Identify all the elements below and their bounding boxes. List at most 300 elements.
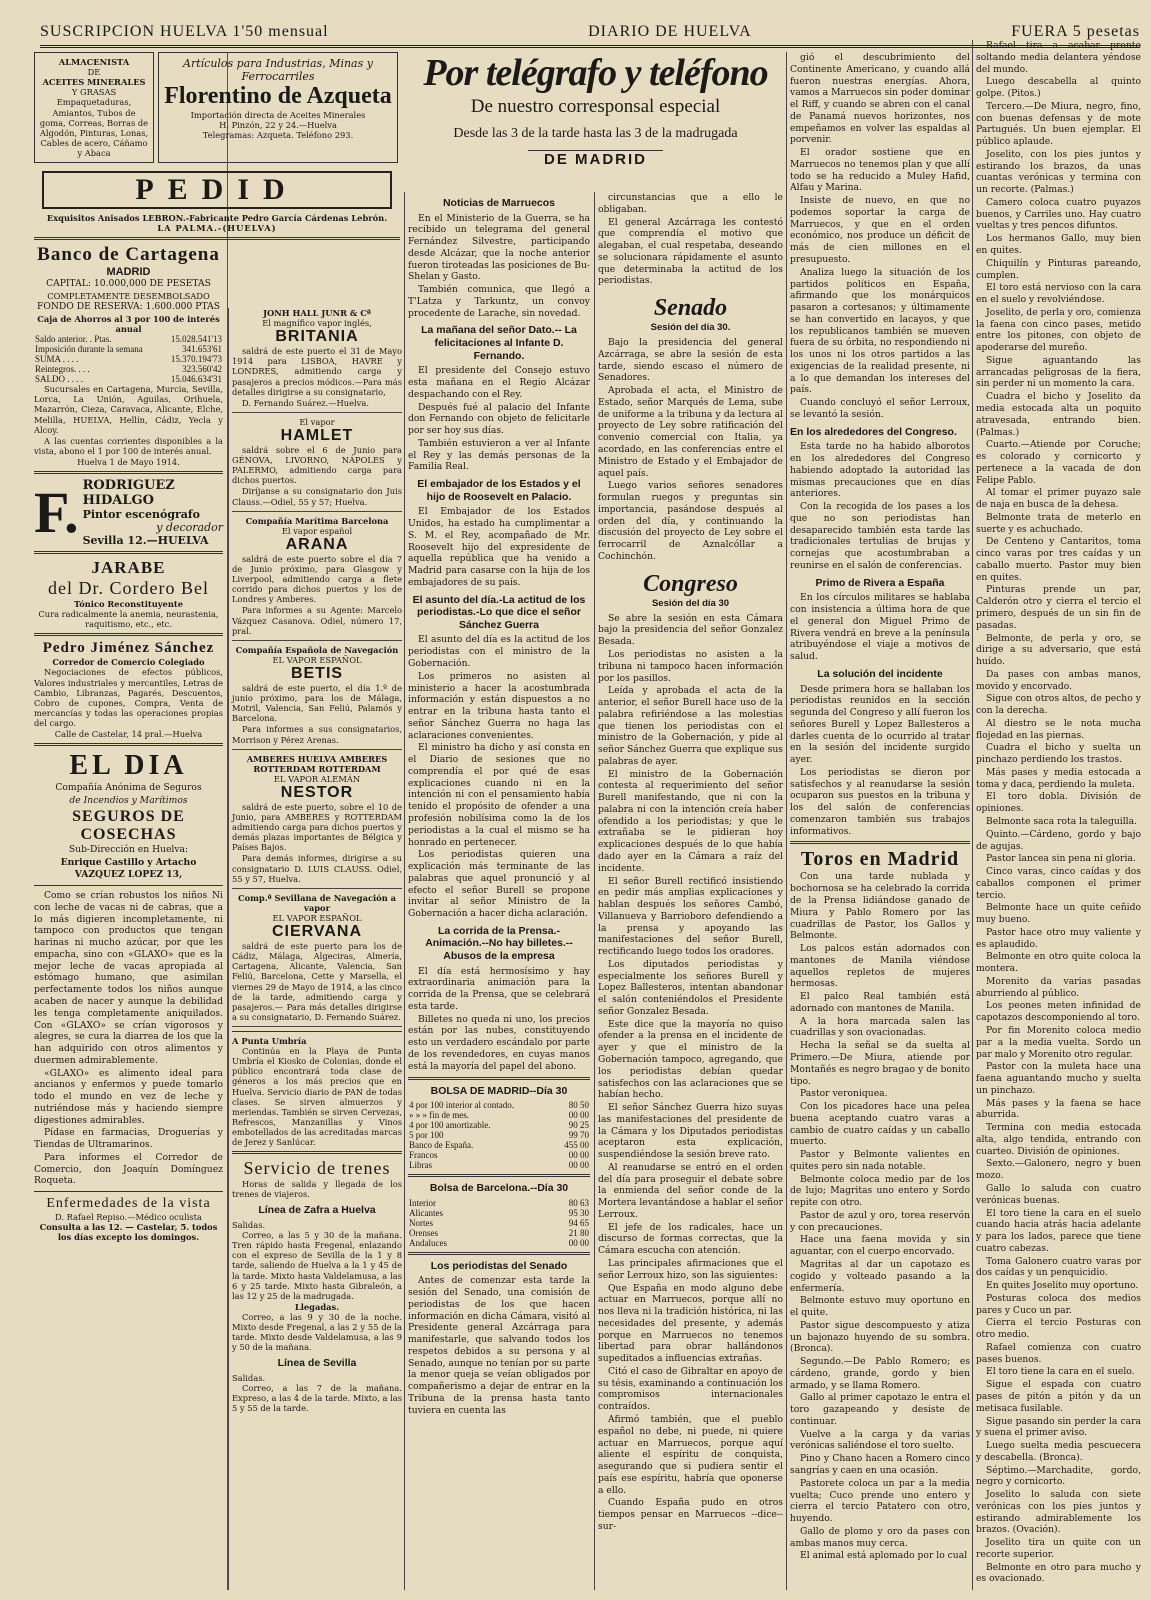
paragraph: Analiza luego la situación de los partidos políticos en España, afirmando que los monárquicos pasaron a cortesanos; y últimamente se han convertido en lacayos, y que los republicanos también se mueven fuera de su órbita, no respondiendo ni los unos ni los otros partidos a las exigencias de la realidad presente, ni a lo que demandan los intereses del país. [790, 266, 970, 396]
paragraph: Belmonte trata de meterlo en suerte y es achuchado. [976, 511, 1141, 535]
banco-cartagena-ad [34, 244, 223, 467]
banco-cuentas: A las cuentas corrientes disponibles a la vista, abono el 1 por 100 de interés anual. [34, 435, 223, 456]
row-value: 90 25 [568, 1120, 589, 1131]
subscription-price: SUSCRIPCION HUELVA 1'50 mensual [40, 22, 329, 40]
el-dia-sub-1: Compañía Anónima de Seguros [55, 782, 202, 794]
col6-paragraphs [976, 40, 1141, 1585]
train-salidas-text: Correo, a las 5 y 30 de la mañana. Tren rápido hasta Fregenal, enlazando con el expreso de Sevilla de la 1 y 8 tarde, saliendo de Huelva a la 1 y 45 de la tarde. Mixto hasta Valdelamusa, a las 6 y 25 tarde. Mixto hasta Gibraleón, a las 12 y 25 de la madrugada. [232, 1230, 402, 1301]
paragraph: Cuando España pudo en otros tiempos pensar en Marruecos --dice--sur- [598, 1497, 783, 1532]
paragraph: Cuadra el bicho y Joselito da media estocada alta un poquito atravesada, entrando bien. (Palmas.) [976, 391, 1141, 438]
paragraph: Se abre la sesión en esta Cámara bajo la presidencia del señor Gonzalez Besada. [598, 612, 783, 648]
paragraph: En los círculos militares se hablaba con insistencia a última hora de que el general don Miguel Primo de Rivera vendrá en breve a la península atribuyéndose el viaje a motivos de salud. [790, 592, 970, 663]
table-row [34, 364, 223, 374]
row-label: Andaluces [409, 1237, 447, 1248]
paragraph: Al tomar el primer puyazo sale de naja en busca de la dehesa. [976, 487, 1141, 511]
paragraph: Citó el caso de Gibraltar en apoyo de su tésis, examinando a continuación los compromisos internacionales contraídos. [598, 1365, 783, 1413]
paragraph: Cuadra el bicho y suelta un pinchazo perdiendo los trastos. [976, 742, 1141, 766]
florentino-import: Importación directa de Aceites Minerales [190, 110, 366, 120]
jarabe-name: del Dr. Cordero Bel [48, 578, 209, 599]
main-city: DE MADRID [528, 150, 663, 168]
paragraph: Sigue pasando sin perder la cara y suena el primer aviso. [976, 1415, 1141, 1439]
trenes-section [232, 1158, 402, 1413]
table-row [34, 334, 223, 344]
row-value: 95 30 [568, 1207, 589, 1218]
el-dia-ad [34, 750, 223, 881]
ship-intro: El vapor [299, 416, 335, 427]
train-llegadas-text: Correo, a las 9 y 30 de la noche. Mixto desde Fregenal, a las 2 y 55 de la tarde. Mixto desde Valdelamusa, a las 9 y 50 de la mañana. [232, 1312, 402, 1353]
table-row [34, 344, 223, 354]
paragraph: Camero coloca cuatro puyazos buenos, y Carriles uno. Hay cuatro vueltas y tres pencos difuntos. [976, 196, 1141, 232]
row-label: SALDO . . . . [35, 374, 84, 385]
paragraph: Al diestro se le nota mucha flojedad en las piernas. [976, 717, 1141, 741]
masthead [40, 18, 1140, 48]
paragraph: El ministro de la Gobernación contesta al requerimiento del señor Burell manifestando, que ni con la palabra ni con la intención creía haber ofendido a los periodistas; y que le extrañaba se le pidieran hoy explicaciones después de lo que había dado ayer en la Cámara a raíz del incidente. [598, 768, 783, 874]
banco-desembolsado: COMPLETAMENTE DESEMBOLSADO [47, 291, 210, 302]
row-value: 15.046.634'31 [170, 374, 222, 385]
vista-title: Enfermedades de la vista [46, 1196, 211, 1212]
column-3-articles [408, 197, 590, 1073]
paragraph: A la hora marcada salen las cuadrillas y son ovacionadas. [790, 1015, 970, 1039]
paragraph: Luego descabella al quinto golpe. (Pitos.) [976, 76, 1141, 100]
banco-fondo: FONDO DE RESERVA: 1.600.000 PTAS [36, 301, 221, 313]
row-label: SUMA . . . . [35, 354, 79, 365]
ship-agent: Comp.ª Sevillana de Navegación a vapor [238, 892, 396, 913]
article-heading: La corrida de la Prensa.-Animación.--No hay billetes.-- Abusos de la empresa [425, 924, 573, 963]
ship-name: CIERVANA [271, 923, 363, 941]
table-row [408, 1130, 590, 1140]
paragraph: Belmonte en otro para mucho y es ovacionado. [976, 1561, 1141, 1585]
column-6 [976, 40, 1141, 1590]
paragraph: Quinto.—Cárdeno, gordo y bajo de agujas. [976, 828, 1141, 852]
paragraph: Vuelve a la carga y da varias verónicas saliéndose el toro suelto. [790, 1428, 970, 1452]
newspaper-title: DIARIO DE HUELVA [588, 22, 752, 40]
paragraph: Las principales afirmaciones que el señor Lerroux hizo, son las siguientes: [598, 1258, 783, 1281]
vista-text: Consulta a las 12. — Castelar, 5. todos los días excepto los domingos. [39, 1222, 218, 1243]
table-row [408, 1100, 590, 1110]
paragraph: El toro tiene la cara en el suelo cuando hacia atrás hacia adelante y para los lados, parece que tiene cuatro cabezas. [976, 1207, 1141, 1254]
paragraph: Esta tarde no ha habido alborotos en los alrededores del Congreso habiendo adoptado la autoridad las mismas precauciones que en días anteriores. [790, 441, 970, 500]
paragraph: Los palcos están adornados con mantones de Manila viéndose aquellos repletos de mujeres hermosas. [790, 943, 970, 990]
table-row [408, 1160, 590, 1170]
paragraph: Pino y Chano hacen a Romero cinco sangrías y caen en una ocasión. [790, 1453, 970, 1476]
ship-agent: AMBERES HUELVA AMBERES ROTTERDAM ROTTERDAM [246, 753, 388, 774]
vista-ad [34, 1196, 223, 1242]
pedro-sub: Corredor de Comercio Colegiado [52, 657, 205, 668]
ship-sign: Para demás informes, dirigirse a su consignatario D. LUIS CLAUSS. Odiel, 55 y 57, Huelva. [232, 853, 402, 884]
ship-ad [232, 754, 402, 889]
pedid-banner: PEDID [42, 171, 392, 209]
ship-ad [232, 893, 402, 1027]
el-dia-sub-2: de Incendios y Marítimos [69, 795, 188, 807]
almacenista-de: DE [87, 67, 101, 78]
glaxo-paragraph: Como se crían robustos los niños Ni con leche de vacas ni de cabras, que a lo más digieren incompletamente, ni tampoco con productos que tengan harinas ni mucho azúcar, por que les empacha, sino con «GLAXO» que es la mejor leche de vacas apropiada al estómago humano, que asimilan perfectamente todos los niños aunque acaben de nacer y aunque la debilidad les tenga completamente aniquilados. Con «GLAXO» se crían vigorosos y alegres, se cura la diarrea de los que la han adquirido con otros alimentos y duermen admirablemente. [34, 890, 223, 1066]
train-line-name: Línea de Sevilla [277, 1357, 357, 1370]
paragraph: Que España en modo alguno debe actuar en Marruecos, porque allí no nos lleva ni la tradición histórica, ni las necesidades del presente, y además porque en Marruecos no tenemos libertad para obrar hallándonos supeditados a influencias extrañas. [598, 1282, 783, 1365]
main-header [408, 52, 783, 174]
row-value: 341.653'61 [182, 344, 222, 355]
paragraph: El señor Sánchez Guerra hizo suyas las manifestaciones del presidente de la Cámara y los Diputados periodistas aceptaron esta explicación, suspendiéndose la sesión breve rato. [598, 1102, 783, 1161]
table-row [408, 1228, 590, 1238]
paragraph: Pastor hace otro muy valiente y es aplaudido. [976, 926, 1141, 950]
paragraph: Sigue el espada con cuatro pases de pitón a pitón y da un metisaca fusilable. [976, 1379, 1141, 1414]
ship-sign: Para informes a su Agente: Marcelo Vázquez Casanova. Odiel, número 17, pral. [232, 605, 402, 636]
row-label: Alicantes [409, 1207, 443, 1218]
row-label: 4 por 100 amortizable. [409, 1120, 491, 1131]
florentino-ad [158, 52, 398, 163]
paragraph: Sexto.—Galonero, negro y buen mozo. [976, 1158, 1141, 1182]
column-4 [598, 192, 783, 1590]
trenes-intro: Horas de salida y llegada de los trenes de viajeros. [232, 1179, 402, 1200]
paragraph: El orador sostiene que en Marruecos no tenemos plan y que allí todo se ha reducido a Muley Hafid, Alfau y Marina. [790, 147, 970, 194]
col4-intro: El general Azcárraga les contestó que comprendía el motivo que alegaban, el cual respetaba, deseando se solucionara rápidamente el asunto que determinaba la actitud de los periodistas. [598, 216, 783, 287]
almacenista-lines: Y GRASAS Empaquetaduras, Amiantos, Tubos de goma, Correas, Borras de Algodón, Pinturas, Lonas, Cables de acero, Cáñamo y Abaca [39, 87, 149, 158]
paragraph: Belmonte, de perla y oro, se dirige a su adversario, que está huído. [976, 632, 1141, 668]
col4-intro: circunstancias que a ello le obligaban. [598, 192, 783, 215]
el-dia-direccion: Sub-Dirección en Huelva: [68, 843, 189, 855]
row-value: 323.560'42 [182, 364, 222, 375]
florentino-top: Artículos para Industrias, Minas y Ferrocarriles [183, 57, 373, 83]
paragraph: El señor Burell rectificó insistiendo en pedir más amplias explicaciones y hablan después los señores Cambó, Villanueva y Barrioboro defendiendo a la prensa y apoyando las manifestaciones del señor Burell, rectificando luego todos los oradores. [598, 875, 783, 958]
row-label: Libras [409, 1160, 432, 1171]
article-heading: El embajador de los Estados y el hijo de Roosevelt en Palacio. [417, 478, 581, 503]
ship-sign: Diríjanse a su consignatario don Juis Clauss.—Odiel, 55 y 57; Huelva. [232, 486, 402, 507]
paragraph: Más pases y media estocada a toma y daca, perdiendo la muleta. [976, 766, 1141, 790]
paragraph: El animal está aplomado por lo cual [800, 1550, 968, 1562]
jarabe-sub: Tónico Reconstituyente [74, 599, 183, 610]
ship-sign: D. Fernando Suárez.—Huelva. [242, 397, 369, 408]
paragraph: Con una tarde nublada y bochornosa se ha celebrado la corrida de la Prensa lidiándose ganado de Miura y Pablo Romero por las cuadrillas de Pastor, los Gallos y Belmonte. [790, 871, 970, 942]
paragraph: Billetes no queda ni uno, los precios están por las nubes, constituyendo esto un verdadero escándalo por parte de los revendedores, en cuyas manos está la mayoría del papel del abono. [408, 1013, 590, 1072]
row-label: Imposición durante la semana [35, 344, 143, 355]
florentino-address: H. Pinzón, 22 y 24.—Huelva [219, 120, 337, 131]
paragraph: Chiquilín y Pinturas pareando, cumplen. [976, 257, 1141, 281]
row-label: Francos [409, 1150, 438, 1161]
main-sub-1: De nuestro corresponsal especial [470, 96, 721, 117]
el-dia-nombre: Enrique Castillo y Artacho [60, 856, 197, 868]
banco-city: MADRID [106, 266, 151, 279]
paragraph: Segundo.—De Pablo Romero; es cárdeno, grande, gordo y bien armado, y se llama Romero. [790, 1356, 970, 1391]
train-llegadas: Llegadas. [294, 1301, 340, 1312]
paragraph: Séptimo.—Marchadite, gordo, negro y cornicorto. [976, 1464, 1141, 1488]
paragraph: En quites Joselito muy oportuno. [986, 1280, 1139, 1292]
paragraph: Pinturas prende un par, Calderón otro y cierra el tercio el primero, después de un sin fin de pasadas. [976, 584, 1141, 631]
main-sub-2: Desde las 3 de la tarde hasta las 3 de la madrugada [453, 126, 738, 141]
paragraph: Toma Galonero cuatro varas por dos caídas y un penquicidio. [976, 1255, 1141, 1279]
pedro-name: Pedro Jiménez Sánchez [42, 640, 215, 657]
ship-intro: EL VAPOR ESPAÑOL [272, 654, 362, 665]
paragraph: Los primeros no asisten al ministerio a hacer la acostumbrada información y están dispuestos a no entrar en la tribuna hasta tanto el señor Sánchez Guerra no haga las aclaraciones convenientes. [408, 670, 590, 741]
paragraph: Luego suelta media pescuecera y descabella. (Bronca). [976, 1440, 1141, 1463]
paragraph: Más pases y la faena se hace aburrida. [976, 1097, 1141, 1121]
article-heading: Noticias de Marruecos [442, 197, 556, 209]
paragraph: Hace una faena movida y sin aguantar, con el cuerpo encorvado. [790, 1234, 970, 1258]
ship-text: saldrá de este puerto, el día 1.º de junio próximo, para los de Málaga, Motril, Valencia, San Feliú, Palamós y Barcelona. [232, 682, 402, 724]
row-label: Orenses [409, 1227, 438, 1238]
paragraph: Gallo de plomo y oro da pases con ambas manos muy cerca. [790, 1525, 970, 1549]
table-row [408, 1238, 590, 1248]
paragraph: Cierra el tercio Posturas con otro medio. [976, 1317, 1141, 1341]
paragraph: Los periodistas no asisten a la tribuna ni tampoco hacen información por los pasillos. [598, 648, 783, 684]
column-5 [790, 52, 970, 1590]
ship-name: BRITANIA [275, 328, 359, 346]
glaxo-paragraph: Pídase en farmacias, Droguerías y Tiendas de Ultramarinos. [34, 1127, 223, 1151]
row-value: 15.028.541'13 [170, 334, 222, 345]
row-value: 21 80 [568, 1227, 589, 1238]
congreso-title: Congreso [643, 570, 738, 597]
banco-capital: CAPITAL: 10.000,000 DE PESETAS [46, 278, 211, 290]
senado-title: Senado [653, 295, 728, 322]
paragraph: Cinco varas, cinco caídas y dos caballos componen el primer tercio. [976, 866, 1141, 901]
banco-name: Banco de Cartagena [37, 244, 220, 266]
bolsa-madrid-title: BOLSA DE MADRID--Día 30 [430, 1084, 568, 1097]
senado-paragraphs [598, 337, 783, 563]
paragraph: Belmonte estuvo muy oportuno en el quite. [790, 1295, 970, 1319]
ship-intro: EL VAPOR ALEMÁN [273, 773, 361, 784]
almacenista-ad [34, 52, 154, 163]
ship-name: NESTOR [280, 783, 354, 801]
paragraph: Luego varios señores senadores formulan ruegos y preguntas sin importancia, pasándose después al orden del día, y continuando la discusión del proyecto de Ley sobre el ferrocarril de Aznalcóllar a Cochinchón. [598, 480, 783, 562]
paragraph: El palco Real también está adornado con mantones de Manila. [790, 991, 970, 1014]
row-value: 80 50 [568, 1100, 589, 1111]
pedro-text: Negociaciones de efectos públicos, Valores industriales y mercantiles, Letras de Cambio, Libranzas, Pagarés, Descuentos, Cobro de cupones, Compra, Venta de mercancías y todas las operaciones propias del cargo. [34, 667, 223, 729]
main-headline: Por telégrafo y teléfono [423, 52, 768, 94]
rodriguez-name: RODRIGUEZ HIDALGO [82, 478, 175, 509]
paragraph: Pastor de azul y oro, torea reservón y con precauciones. [790, 1209, 970, 1233]
paragraph: El toro está nervioso con la cara en el suelo y revolviéndose. [976, 282, 1141, 306]
top-ad-row [34, 52, 400, 167]
solucion-heading: La solución del incidente [817, 667, 943, 680]
paragraph: Con la recogida de los pases a los que no son periodistas han desaparecido también esta tarde las tradicionales tertulias de brujas y cornejas que acostumbraban a reunirse en el salón de conferencias. [790, 501, 970, 571]
table-row [34, 354, 223, 364]
row-value: 94 65 [568, 1217, 589, 1228]
paragraph: El Embajador de los Estados Unidos, ha estado ha cumplimentar a S. M. el Rey, acompañado de Mr. Roosevelt hijo del expresidente de aquella república que ha venido a Madrid para casarse con la hija de los embajadores de su país. [408, 506, 590, 588]
ship-intro: EL VAPOR ESPAÑOL [272, 913, 362, 924]
ship-ad [232, 516, 402, 641]
row-label: 4 por 100 interior al contado. [409, 1100, 514, 1111]
trenes-title: Servicio de trenes [243, 1158, 391, 1179]
paragraph: Los periodistas quieren una explicación más terminante de las palabras que aquel pronunció y al efecto el señor Burell se propone invitar al señor Ministro de la Gobernación a hacer dicha aclaración. [408, 849, 590, 920]
florentino-name: Florentino de Azqueta [164, 83, 392, 109]
paragraph: Termina con media estocada alta, algo tendida, entrando con cuarteo. División de opiniones. [976, 1122, 1141, 1157]
paragraph: Joselito lo saluda con siete verónicas con los pies juntos y estirando admirablemente los brazos. (Ovación). [976, 1489, 1141, 1536]
periodistas-senado-heading: Los periodistas del Senado [430, 1259, 568, 1272]
rodriguez-initial: F. [34, 479, 79, 545]
paragraph: Gallo lo saluda con cuatro verónicas buenas. [976, 1182, 1141, 1206]
column-2 [232, 308, 402, 1590]
ship-agent: JONH HALL JUNR & Cª [263, 308, 371, 318]
paragraph: Insiste de nuevo, en que no podemos soportar la carga de Marruecos, y que en el orden económico, nos produce un déficit de más de cien millones en el presupuesto. [790, 195, 970, 266]
bolsa-madrid-table [408, 1100, 590, 1170]
paragraph: Bajo la presidencia del general Azcárraga, se abre la sesión de esta tarde, siendo escaso el número de Senadores. [598, 337, 783, 384]
paragraph: Pastor sigue descompuesto y atiza un bajonazo huyendo de su sombra. (Bronca). [790, 1319, 970, 1355]
paragraph: Pastor con la muleta hace una faena aguantando mucho y suelta un pinchazo. [976, 1061, 1141, 1096]
bolsa-barcelona-title: Bolsa de Barcelona.--Día 30 [429, 1182, 569, 1195]
row-value: 80 63 [568, 1197, 589, 1208]
el-dia-seguros: SEGUROS DE COSECHAS [72, 807, 185, 843]
ship-ad [232, 417, 402, 512]
train-salidas: Salidas. [232, 1220, 266, 1231]
table-row [408, 1120, 590, 1130]
almacenista-title: ALMACENISTA [58, 57, 130, 67]
punta-umbria-ad [232, 1036, 402, 1147]
paragraph: En el Ministerio de la Guerra, se ha recibido un telegrama del general Fernández Silvestre, participando desde Alcázar, que la noche anterior fueron tiroteadas las posiciones de Bu-Shelan y Gasto. [408, 212, 590, 283]
ship-intro: El magnífico vapor inglés, [262, 318, 372, 329]
paragraph: Gallo al primer capotazo le entra el toro gazapeando y desiste de continuar. [790, 1392, 970, 1427]
jarabe-text: Cura radicalmente la anemia, neurastenia, raquitismo, etc., etc. [38, 609, 219, 630]
paragraph: Con los picadores hace una pelea buena aceptando cuatro varas a cambio de cuatro caídas y un caballo muerto. [790, 1101, 970, 1148]
table-row [408, 1150, 590, 1160]
toros-title: Toros en Madrid [800, 848, 960, 871]
table-row [408, 1218, 590, 1228]
ship-text: saldrá sobre el 6 de Junio para GÉNOVA, LIVORNO, NÁPOLES y PALERMO, admitiendo carga para dichos puertos. [232, 444, 402, 486]
glaxo-paragraph: «GLAXO» es alimento ideal para ancianos y enfermos y puede tomarlo todo el mundo en vez de leche y nutriéndose más y haciendo siempre digestiones admirables. [34, 1067, 223, 1126]
pedid-ad [34, 171, 400, 233]
paragraph: Cuarto.—Atiende por Coruche; es colorado y cornicorto y pertenece a la vacada de don Felipe Pablo. [976, 439, 1141, 486]
paragraph: Belmonte coloca medio par de los de lujo; Magritas uno entero y Sordo repite con otro. [790, 1173, 970, 1209]
col5-paragraphs-4 [790, 684, 970, 838]
row-label: Banco de España. [409, 1140, 474, 1151]
row-value: 00 00 [568, 1237, 589, 1248]
rodriguez-address: Sevilla 12.—HUELVA [82, 534, 209, 548]
row-label: Interior [409, 1197, 436, 1208]
paragraph: El toro dobla. División de opiniones. [976, 791, 1141, 815]
row-label: Saldo anterior. . Ptas. [35, 334, 112, 345]
article-heading: La mañana del señor Dato.-- La felicitaciones al Infante D. Fernando. [421, 324, 577, 362]
ship-text: saldrá de este puerto sobre el día 7 de Junio próximo, para Glasgow y Liverpool, admitiendo carga a flete corrido para dichos puertos y los de Londres y Amberes. [232, 553, 402, 605]
train-line-name: Línea de Zafra a Huelva [258, 1204, 376, 1217]
primo-rivera-heading: Primo de Rivera a España [815, 576, 945, 589]
table-row [408, 1110, 590, 1120]
glaxo-ad [34, 890, 223, 1187]
paragraph: Joselito tira un quite con un recorte superior. [976, 1537, 1141, 1560]
outside-price: FUERA 5 pesetas [1011, 22, 1140, 40]
row-label: Nortes [409, 1217, 433, 1228]
paragraph: Pastor veroniquea. [800, 1088, 888, 1100]
row-value: 99 70 [568, 1130, 589, 1141]
paragraph: Da pases con ambas manos, movido y encorvado. [976, 668, 1141, 692]
ship-ad [232, 308, 402, 413]
shipping-ads [232, 308, 402, 1027]
paragraph: Por fin Morenito coloca medio par a la media vuelta. Sordo un par malo y Morenito otro regular. [976, 1025, 1141, 1060]
paragraph: Al reanudarse se entró en el orden del día para proseguir el debate sobre la enmienda del señor conde de la Mortera levantándose a hablar el señor Lerroux. [598, 1161, 783, 1220]
banco-sucursales: Sucursales en Cartagena, Murcia, Sevilla, Lorca, La Unión, Aguilas, Orihuela, Mazarrón, Cieza, Caravaca, Alicante, Elche, Melilla, HUELVA, Hellín, Cádiz, Yecla y Alcoy. [34, 384, 223, 435]
row-value: 00 00 [568, 1160, 589, 1171]
jarabe-ad [34, 558, 223, 629]
paragraph: Este dice que la mayoría no quiso ofender a la prensa en el incidente de ayer y que el ministro de la Gobernación tampoco, agregando, que los periodistas debían quedar satisfechos con las aclaraciones que se habían hecho. [598, 1018, 783, 1101]
paragraph: Belmonte en otro quite coloca la montera. [976, 951, 1141, 975]
paragraph: El ministro ha dicho y así consta en el Diario de sesiones que no comprendía el por qué de esas explicaciones cuando ni en la intención ni con el pensamiento había tenido el propósito de ofender a una profesión nobilísima como la de los periodistas a la cual el mismo se ha honrado en pertenecer. [408, 742, 590, 848]
paragraph: El toro tiene la cara en el suelo. [986, 1366, 1135, 1378]
ship-text: saldrá de este puerto el 31 de Mayo 1914 para LISBOA, HAVRE y LONDRES, admitiendo carga y pasajeros a precios módicos.—Para más detalles dirigirse a su consignatario, [232, 346, 402, 397]
paragraph: Los periodistas se dieron por satisfechos y al reanudarse la sesión ocuparon sus puestos en la tribuna y los del salón de conferencias comenzaron también sus trabajos informativos. [790, 766, 970, 837]
ship-text: saldrá de este puerto, sobre el 10 de Junio, para AMBERES y ROTTERDAM admitiendo carga para dichos puertos y demás plazas importantes de Bélgica y Países Bajos. [232, 801, 402, 853]
el-dia-name: EL DIA [69, 750, 188, 782]
paragraph: Cuando concluyó el señor Lerroux, se levantó la sesión. [790, 397, 970, 420]
jarabe-title: JARABE [91, 558, 166, 578]
paragraph: Pastor y Belmonte valientes en quites pero sin nada notable. [790, 1149, 970, 1172]
paragraph: Pastorete coloca un par a la media vuelta; Cuco prende uno entero y cierra el tercio Patatero con otro, huyendo. [790, 1477, 970, 1525]
banco-table [34, 334, 223, 384]
paragraph: Aprobada el acta, el Ministro de Estado, señor Marqués de Lema, sube de uniforme a la tribuna y da lectura al proyecto de Ley sobre ratificación del convenio comercial con Italia, ya acordado, en las conferencias entre el Ministro de Estado y el Embajador de aquel país. [598, 385, 783, 479]
row-value: 15.370.194'73 [170, 354, 222, 365]
banco-fecha: Huelva 1 de Mayo 1914. [77, 456, 180, 467]
pedid-line-2: LA PALMA.-(HUELVA) [157, 223, 277, 234]
congreso-paragraphs [598, 613, 783, 1533]
table-row [408, 1198, 590, 1208]
paragraph: Pastor lancea sin pena ni gloria. [986, 853, 1136, 865]
row-value: 00 00 [568, 1110, 589, 1121]
congreso-session: Sesión del día 30 [651, 597, 730, 609]
paragraph: Los diputados periodistas y especialmente los señores Burell y Lopez Ballesteros, intentan abandonar el salón conteniéndolos el Presidente señor Gonzalez Besada. [598, 958, 783, 1017]
paragraph: El presidente del Consejo estuvo esta mañana en el Regio Alcázar despachando con el Rey. [408, 365, 590, 400]
paragraph: Afirmó también, que el pueblo español no debe, ni puede, ni quiere actuar en Marruecos, porque aquí aliente el espíritu de conquista, asegurando que si pudiera sentir el país ese espíritu, habría que oponerse a ello. [598, 1413, 783, 1496]
paragraph: Belmonte saca rota la taleguilla. [986, 816, 1137, 827]
el-dia-address: VAZQUEZ LOPEZ 13, [74, 869, 183, 881]
almacenista-aceites: ACEITES MINERALES [42, 77, 146, 88]
paragraph: Sigue aguantando las arrancadas peligrosas de la fiera, sin perder ni un momento la cara. [976, 354, 1141, 390]
train-salidas: Salidas. [232, 1373, 266, 1384]
train-salidas-text: Correo, a las 7 de la mañana. Expreso, a las 4 de la tarde. Mixto, a las 5 y 55 de la tarde. [232, 1383, 402, 1414]
paragraph: También comunica, que llegó a T'Latza y Tarkuntz, un convoy procedente de Larache, sin novedad. [408, 284, 590, 319]
alrededores-heading: En los alrededores del Congreso. [790, 425, 957, 438]
pedid-line-1: Exquisitos Anisados LEBRON.-Fabricante Pedro García Cárdenas Lebrón. [46, 213, 388, 224]
paragraph: Leída y aprobada el acta de la anterior, el señor Burell hace uso de la palabra refiriéndose a las molestias que tienen los periodistas con el ministro de la Gobernación, y pide al señor Sánchez Guerra que explique sus palabras de ayer. [598, 685, 783, 767]
banco-caja: Caja de Ahorros al 3 por 100 de interés anual [37, 313, 220, 335]
pedro-jimenez-ad [34, 640, 223, 739]
paragraph: Hecha la señal se da suelta al Primero.—De Miura, atiende por Montañés es negro bragao y de bonito tipo. [790, 1040, 970, 1087]
column-3 [408, 192, 590, 1590]
bolsa-barcelona-table [408, 1198, 590, 1248]
toros-paragraphs [790, 871, 970, 1562]
paragraph: Morenito da varias pasadas aburriendo al público. [976, 975, 1141, 999]
row-value: 455 00 [564, 1140, 589, 1151]
paragraph: Rafael comienza con cuatro pases buenos. [976, 1341, 1141, 1365]
ship-name: ARANA [285, 535, 349, 553]
paragraph: Joselito, de perla y oro, comienza la faena con cinco pases, metido entre los pitones, con objeto de apoderarse del mureño. [976, 306, 1141, 354]
pedro-address: Calle de Castelar, 14 pral.—Huelva [54, 729, 203, 740]
paragraph: Los peones meten infinidad de capotazos descomponiendo al toro. [976, 1000, 1141, 1024]
paragraph: gió el descubrimiento del Continente Americano, y cuando allá fueron nuestras energías. Ahora, vamos a Marruecos sin poder dominar el Riff, y cuando se abren con el canal de Panamá nuevos horizontes, nos empeñamos en volver las espaldas al porvenir. [790, 52, 970, 146]
paragraph: De Centeno y Cantaritos, toma cinco varas por tres caídas y un caballo muerto. Pastor muy bien en quites. [976, 536, 1141, 583]
paragraph: El asunto del día es la actitud de los periodistas con el ministro de la Gobernación. [408, 634, 590, 670]
florentino-telephone: Telegramas: Azqueta. Teléfono 293. [202, 130, 354, 141]
ship-sign: Para informes a sus consignatarios, Morrison y Pérez Arenas. [232, 724, 402, 745]
ship-name: BETIS [290, 664, 344, 682]
ship-intro: El vapor español [281, 525, 353, 536]
row-label: Reintegros. . . . [35, 364, 90, 375]
punta-umbria-title: A Punta Umbría [232, 1036, 307, 1047]
table-row [34, 374, 223, 384]
paragraph: El jefe de los radicales, hace un discurso de formas correctas, que la Cámara escucha con atención. [598, 1221, 783, 1257]
vista-doctor: D. Rafael Repiso.—Médico oculista [55, 1212, 202, 1223]
ship-text: saldrá de este puerto para los de Cádiz, Málaga, Algeciras, Almería, Cartagena, Alicante, Valencia, San Feliú, Barcelona, Cette y Marsella, el viernes 29 de Mayo de 1914, a las cinco de la tarde, admitiendo carga y pasajeros.— Para más detalles dirigirse a su consignatario, D. Fernando Suárez. [232, 941, 402, 1022]
trenes-lines [232, 1204, 402, 1413]
punta-umbria-text: Continúa en la Playa de Punta Umbría el Kiosko de Colonias, donde el público encontrará toda clase de géneros a los más precios que en Huelva. Servicio diario de PAN de todas clases. Se sirven almuerzos y meriendas. También se sirven Cervezas, Refrescos, Manzanillas y Vinos embotellados de las acreditadas marcas de Jerez y Sanlúcar. [232, 1046, 402, 1148]
rodriguez-prof-2: y decorador [156, 521, 223, 535]
paragraph: Posturas coloca dos medios pares y Cuco un par. [976, 1292, 1141, 1316]
paragraph: También estuvieron a ver al Infante el Rey y las demás personas de la Familia Real. [408, 437, 590, 473]
paragraph: Belmonte hace un quite ceñido muy bueno. [976, 902, 1141, 926]
paragraph: Magritas al dar un capotazo es cogido y volteado pasando a la enfermería. [790, 1258, 970, 1294]
ship-ad [232, 645, 402, 750]
senado-session: Sesión del día 30. [650, 322, 731, 334]
table-row [408, 1208, 590, 1218]
paragraph: Tercero.—De Miura, negro, fino, con buenas defensas y de mote Partugués. Un buen ejemplar. El público aplaude. [976, 100, 1141, 148]
paragraph: Rafael tira a acabar pronto soltando media delantera yéndose del mundo. [976, 40, 1141, 75]
ship-agent: Compañía Española de Navegación [235, 644, 399, 655]
paragraph: Joselito, con los pies juntos y estirando los brazos, da unas cuantas verónicas y termina con un recorte. (Palmas.) [976, 148, 1141, 196]
rodriguez-ad [34, 478, 223, 547]
